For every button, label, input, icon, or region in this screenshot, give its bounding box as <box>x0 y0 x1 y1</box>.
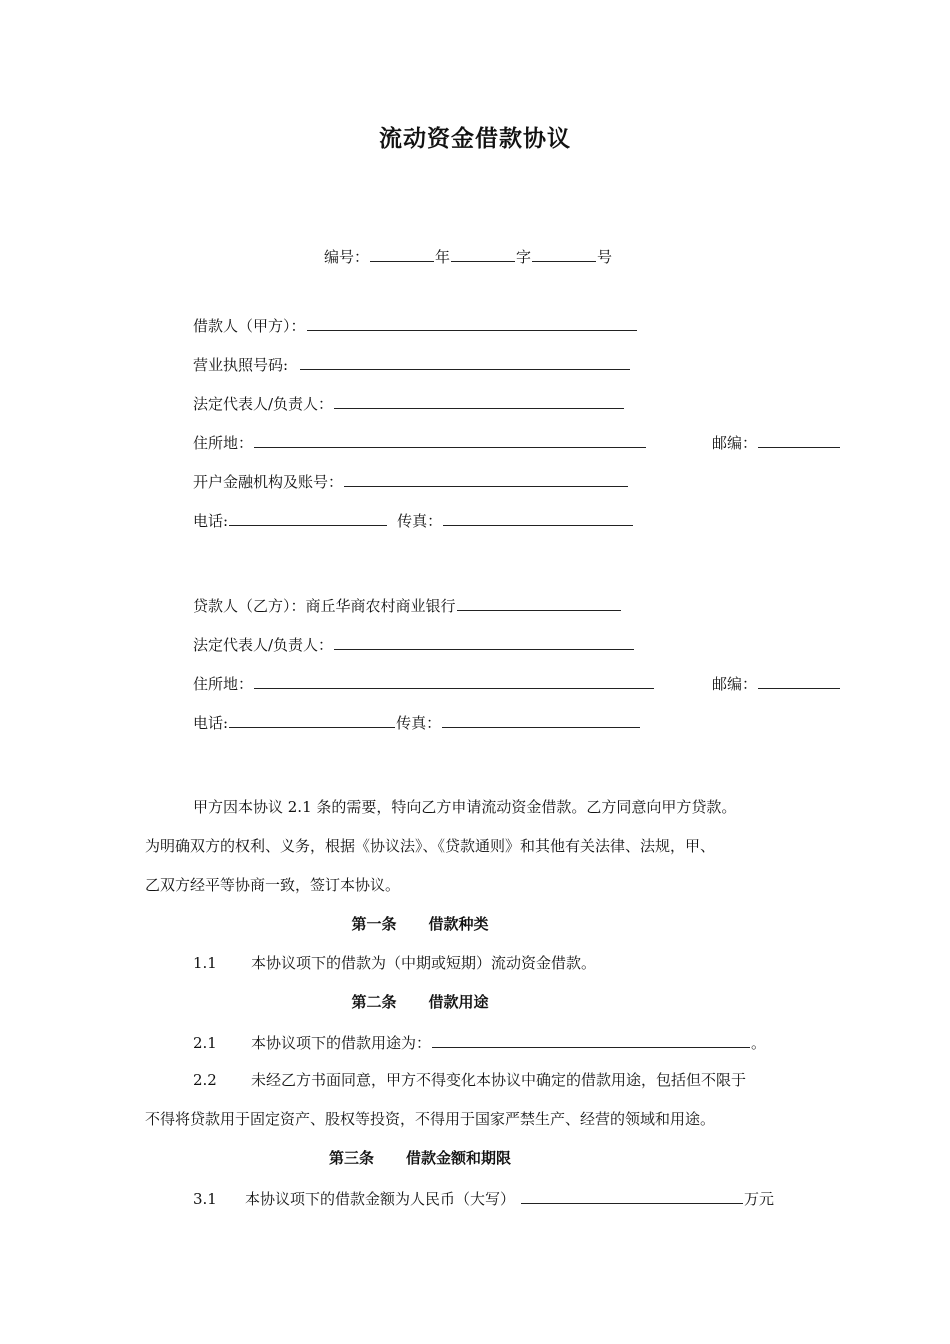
clause-2-1 <box>193 1030 766 1052</box>
clause-1-1-number: 1.1 <box>193 954 217 972</box>
article-3-title: 借款金额和期限 <box>406 1149 512 1167</box>
borrower-rep-row <box>193 391 625 413</box>
lender-address-field[interactable] <box>254 671 654 689</box>
borrower-contact-row <box>193 508 634 530</box>
borrower-name-field[interactable] <box>307 313 637 331</box>
number-label: 编号： <box>324 248 370 266</box>
intro-line-2: 为明确双方的权利、义务，根据《协议法》、《贷款通则》和其他有关法律、法规，甲、 <box>145 837 716 855</box>
lender-address-label: 住所地： <box>193 675 254 693</box>
number-blank-3[interactable] <box>532 244 596 262</box>
article-1-heading <box>0 913 895 934</box>
number-no-label: 号 <box>597 248 613 266</box>
clause-3-1 <box>193 1186 774 1208</box>
borrower-bank-label: 开户金融机构及账号： <box>193 473 344 491</box>
borrower-postcode-field[interactable] <box>758 430 840 448</box>
clause-2-1-number: 2.1 <box>193 1034 217 1052</box>
lender-name-row <box>193 593 622 615</box>
lender-phone-field[interactable] <box>229 710 395 728</box>
borrower-bank-field[interactable] <box>344 469 628 487</box>
borrower-address-field[interactable] <box>254 430 646 448</box>
article-1-number: 第一条 <box>351 915 397 933</box>
article-1-title: 借款种类 <box>428 915 489 933</box>
borrower-phone-label: 电话: <box>193 512 229 530</box>
clause-2-2-text: 未经乙方书面同意，甲方不得变化本协议中确定的借款用途，包括但不限于 <box>251 1071 747 1089</box>
lender-rep-row <box>193 632 635 654</box>
clause-3-1-text: 本协议项下的借款金额为人民币（大写） <box>245 1190 516 1208</box>
borrower-rep-label: 法定代表人/负责人： <box>193 395 334 413</box>
clause-3-1-number: 3.1 <box>193 1190 217 1208</box>
document-title: 流动资金借款协议 <box>379 126 571 152</box>
article-2-heading <box>0 991 895 1012</box>
lender-contact-row <box>193 710 641 732</box>
borrower-postcode-row <box>712 430 841 452</box>
lender-fax-label: 传真： <box>396 714 442 732</box>
lender-name-field[interactable] <box>457 593 621 611</box>
clause-2-2-number: 2.2 <box>193 1071 217 1089</box>
borrower-phone-field[interactable] <box>229 508 387 526</box>
clause-2-2-continued: 不得将贷款用于固定资产、股权等投资，不得用于国家严禁生产、经营的领域和用途。 <box>145 1110 716 1128</box>
borrower-fax-label: 传真： <box>397 512 443 530</box>
lender-name-value: 商丘华商农村商业银行 <box>305 597 456 615</box>
clause-2-1-text: 本协议项下的借款用途为： <box>251 1034 432 1052</box>
lender-postcode-field[interactable] <box>758 671 840 689</box>
number-year-label: 年 <box>435 248 451 266</box>
lender-rep-field[interactable] <box>334 632 634 650</box>
article-3-number: 第三条 <box>328 1149 374 1167</box>
loan-amount-field[interactable] <box>521 1186 743 1204</box>
number-blank-1[interactable] <box>370 244 434 262</box>
lender-address-row <box>193 671 655 693</box>
borrower-license-row <box>193 352 631 374</box>
borrower-name-row <box>193 313 638 335</box>
lender-rep-label: 法定代表人/负责人： <box>193 636 334 654</box>
borrower-bank-row <box>193 469 629 491</box>
lender-postcode-row <box>712 671 841 693</box>
borrower-address-row <box>193 430 647 452</box>
borrower-license-field[interactable] <box>300 352 630 370</box>
contract-number-line <box>324 244 612 266</box>
number-blank-2[interactable] <box>451 244 515 262</box>
number-char-label: 字 <box>516 248 532 266</box>
borrower-address-label: 住所地： <box>193 434 254 452</box>
borrower-license-label: 营业执照号码: <box>193 356 289 374</box>
lender-phone-label: 电话: <box>193 714 229 732</box>
article-2-title: 借款用途 <box>428 993 489 1011</box>
borrower-fax-field[interactable] <box>443 508 633 526</box>
article-3-heading <box>0 1147 895 1168</box>
lender-fax-field[interactable] <box>442 710 640 728</box>
clause-2-2 <box>193 1069 746 1091</box>
borrower-name-label: 借款人（甲方）： <box>193 317 306 335</box>
borrower-postcode-label: 邮编： <box>712 434 758 452</box>
intro-line-3: 乙双方经平等协商一致，签订本协议。 <box>145 876 401 894</box>
clause-2-1-suffix: 。 <box>751 1034 767 1052</box>
loan-purpose-field[interactable] <box>432 1030 750 1048</box>
article-2-number: 第二条 <box>351 993 397 1011</box>
clause-1-1 <box>193 952 596 974</box>
clause-3-1-suffix: 万元 <box>744 1190 775 1208</box>
intro-line-1: 甲方因本协议 2.1 条的需要，特向乙方申请流动资金借款。乙方同意向甲方贷款。 <box>193 798 737 816</box>
lender-postcode-label: 邮编： <box>712 675 758 693</box>
borrower-rep-field[interactable] <box>334 391 624 409</box>
clause-1-1-text: 本协议项下的借款为（中期或短期）流动资金借款。 <box>251 954 597 972</box>
lender-name-label: 贷款人（乙方）： <box>193 597 306 615</box>
